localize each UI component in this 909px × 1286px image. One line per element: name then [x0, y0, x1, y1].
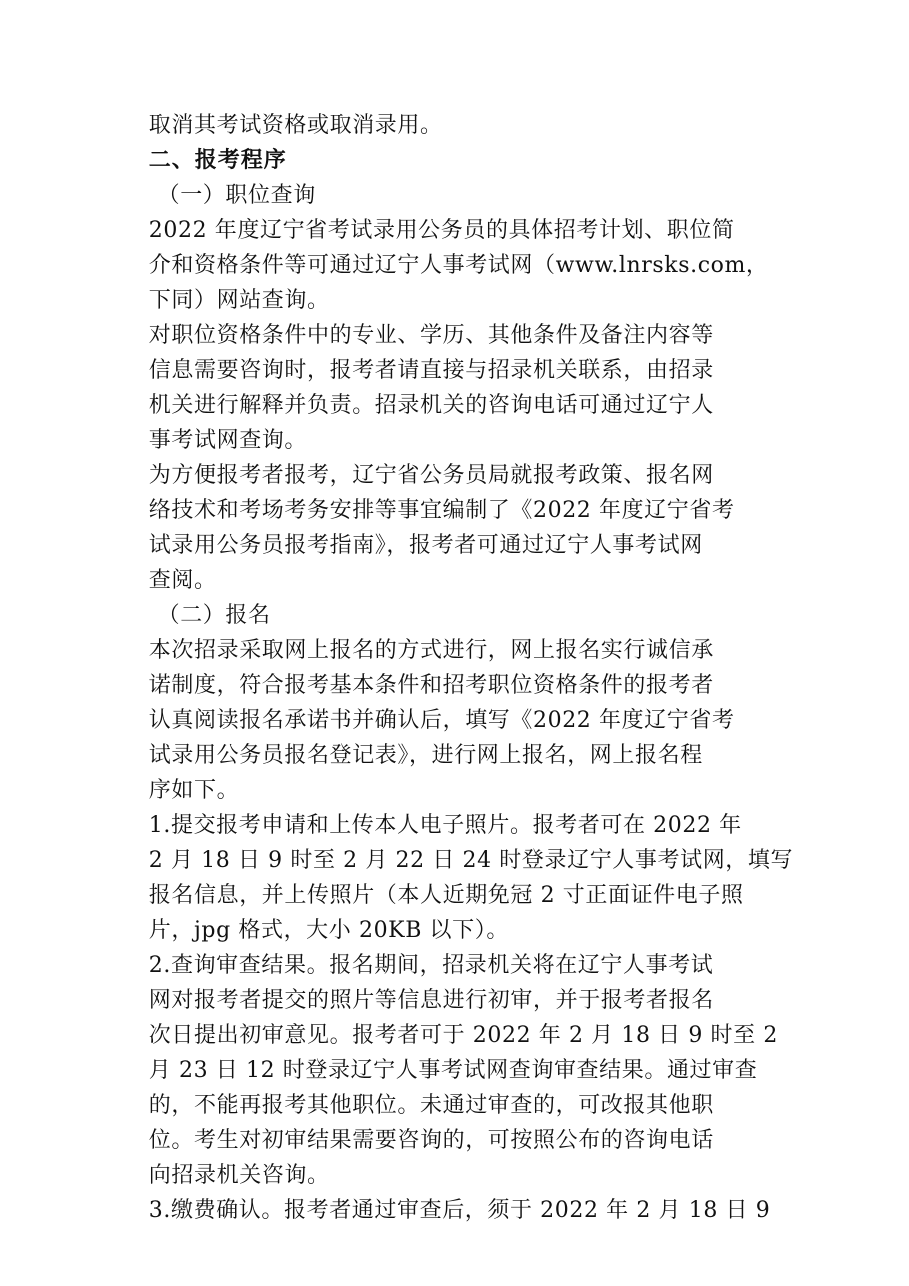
text-line: 位。考生对初审结果需要咨询的，可按照公布的咨询电话 — [148, 1128, 714, 1153]
text-line: 序如下。 — [148, 778, 240, 803]
text-line: 二、报考程序 — [148, 148, 287, 173]
paragraph — [140, 1193, 780, 1228]
paragraph — [140, 108, 780, 143]
text-line: 事考试网查询。 — [148, 428, 307, 453]
text-line: 下同）网站查询。 — [148, 288, 330, 313]
paragraph — [140, 808, 794, 948]
paragraph — [140, 213, 780, 318]
text-line: 月 23 日 12 时登录辽宁人事考试网查询审查结果。通过审查 — [148, 1058, 758, 1083]
subsection-heading — [140, 178, 780, 213]
text-line: 向招录机关咨询。 — [148, 1163, 330, 1188]
text-line: 2 月 18 日 9 时至 2 月 22 日 24 时登录辽宁人事考试网，填写 — [148, 848, 794, 873]
text-line: （一）职位查询 — [157, 183, 316, 208]
text-line: 为方便报考者报考，辽宁省公务员局就报考政策、报名网 — [148, 463, 714, 488]
text-line: 诺制度，符合报考基本条件和招考职位资格条件的报考者 — [148, 673, 714, 698]
text-line: 次日提出初审意见。报考者可于 2022 年 2 月 18 日 9 时至 2 — [148, 1023, 778, 1048]
text-line: 试录用公务员报考指南》，报考者可通过辽宁人事考试网 — [148, 533, 703, 558]
text-line: （二）报名 — [157, 603, 271, 628]
section-heading — [140, 143, 780, 178]
text-line: 的，不能再报考其他职位。未通过审查的，可改报其他职 — [148, 1093, 714, 1118]
text-line: 网对报考者提交的照片等信息进行初审，并于报考者报名 — [148, 988, 714, 1013]
text-line: 本次招录采取网上报名的方式进行，网上报名实行诚信承 — [148, 638, 714, 663]
document-body — [140, 108, 794, 1228]
text-line: 片，jpg 格式，大小 20KB 以下）。 — [148, 918, 509, 943]
text-line: 试录用公务员报名登记表》，进行网上报名，网上报名程 — [148, 743, 703, 768]
paragraph — [140, 948, 780, 1193]
text-line: 络技术和考场考务安排等事宜编制了《2022 年度辽宁省考 — [148, 498, 735, 523]
text-line: 对职位资格条件中的专业、学历、其他条件及备注内容等 — [148, 323, 714, 348]
text-line: 信息需要咨询时，报考者请直接与招录机关联系，由招录 — [148, 358, 714, 383]
text-line: 查阅。 — [148, 568, 217, 593]
text-line: 认真阅读报名承诺书并确认后，填写《2022 年度辽宁省考 — [148, 708, 735, 733]
text-line: 1.提交报考申请和上传本人电子照片。报考者可在 2022 年 — [148, 813, 742, 838]
text-line: 取消其考试资格或取消录用。 — [148, 113, 443, 138]
text-line: 介和资格条件等可通过辽宁人事考试网（www.lnrsks.com， — [148, 253, 769, 278]
text-line: 报名信息，并上传照片（本人近期免冠 2 寸正面证件电子照 — [148, 883, 744, 908]
paragraph — [140, 633, 780, 808]
text-line: 3.缴费确认。报考者通过审查后，须于 2022 年 2 月 18 日 9 — [148, 1198, 771, 1223]
subsection-heading — [140, 598, 780, 633]
paragraph — [140, 318, 780, 458]
text-line: 机关进行解释并负责。招录机关的咨询电话可通过辽宁人 — [148, 393, 714, 418]
text-line: 2022 年度辽宁省考试录用公务员的具体招考计划、职位简 — [148, 218, 735, 243]
paragraph — [140, 458, 780, 598]
text-line: 2.查询审查结果。报名期间，招录机关将在辽宁人事考试 — [148, 953, 714, 978]
